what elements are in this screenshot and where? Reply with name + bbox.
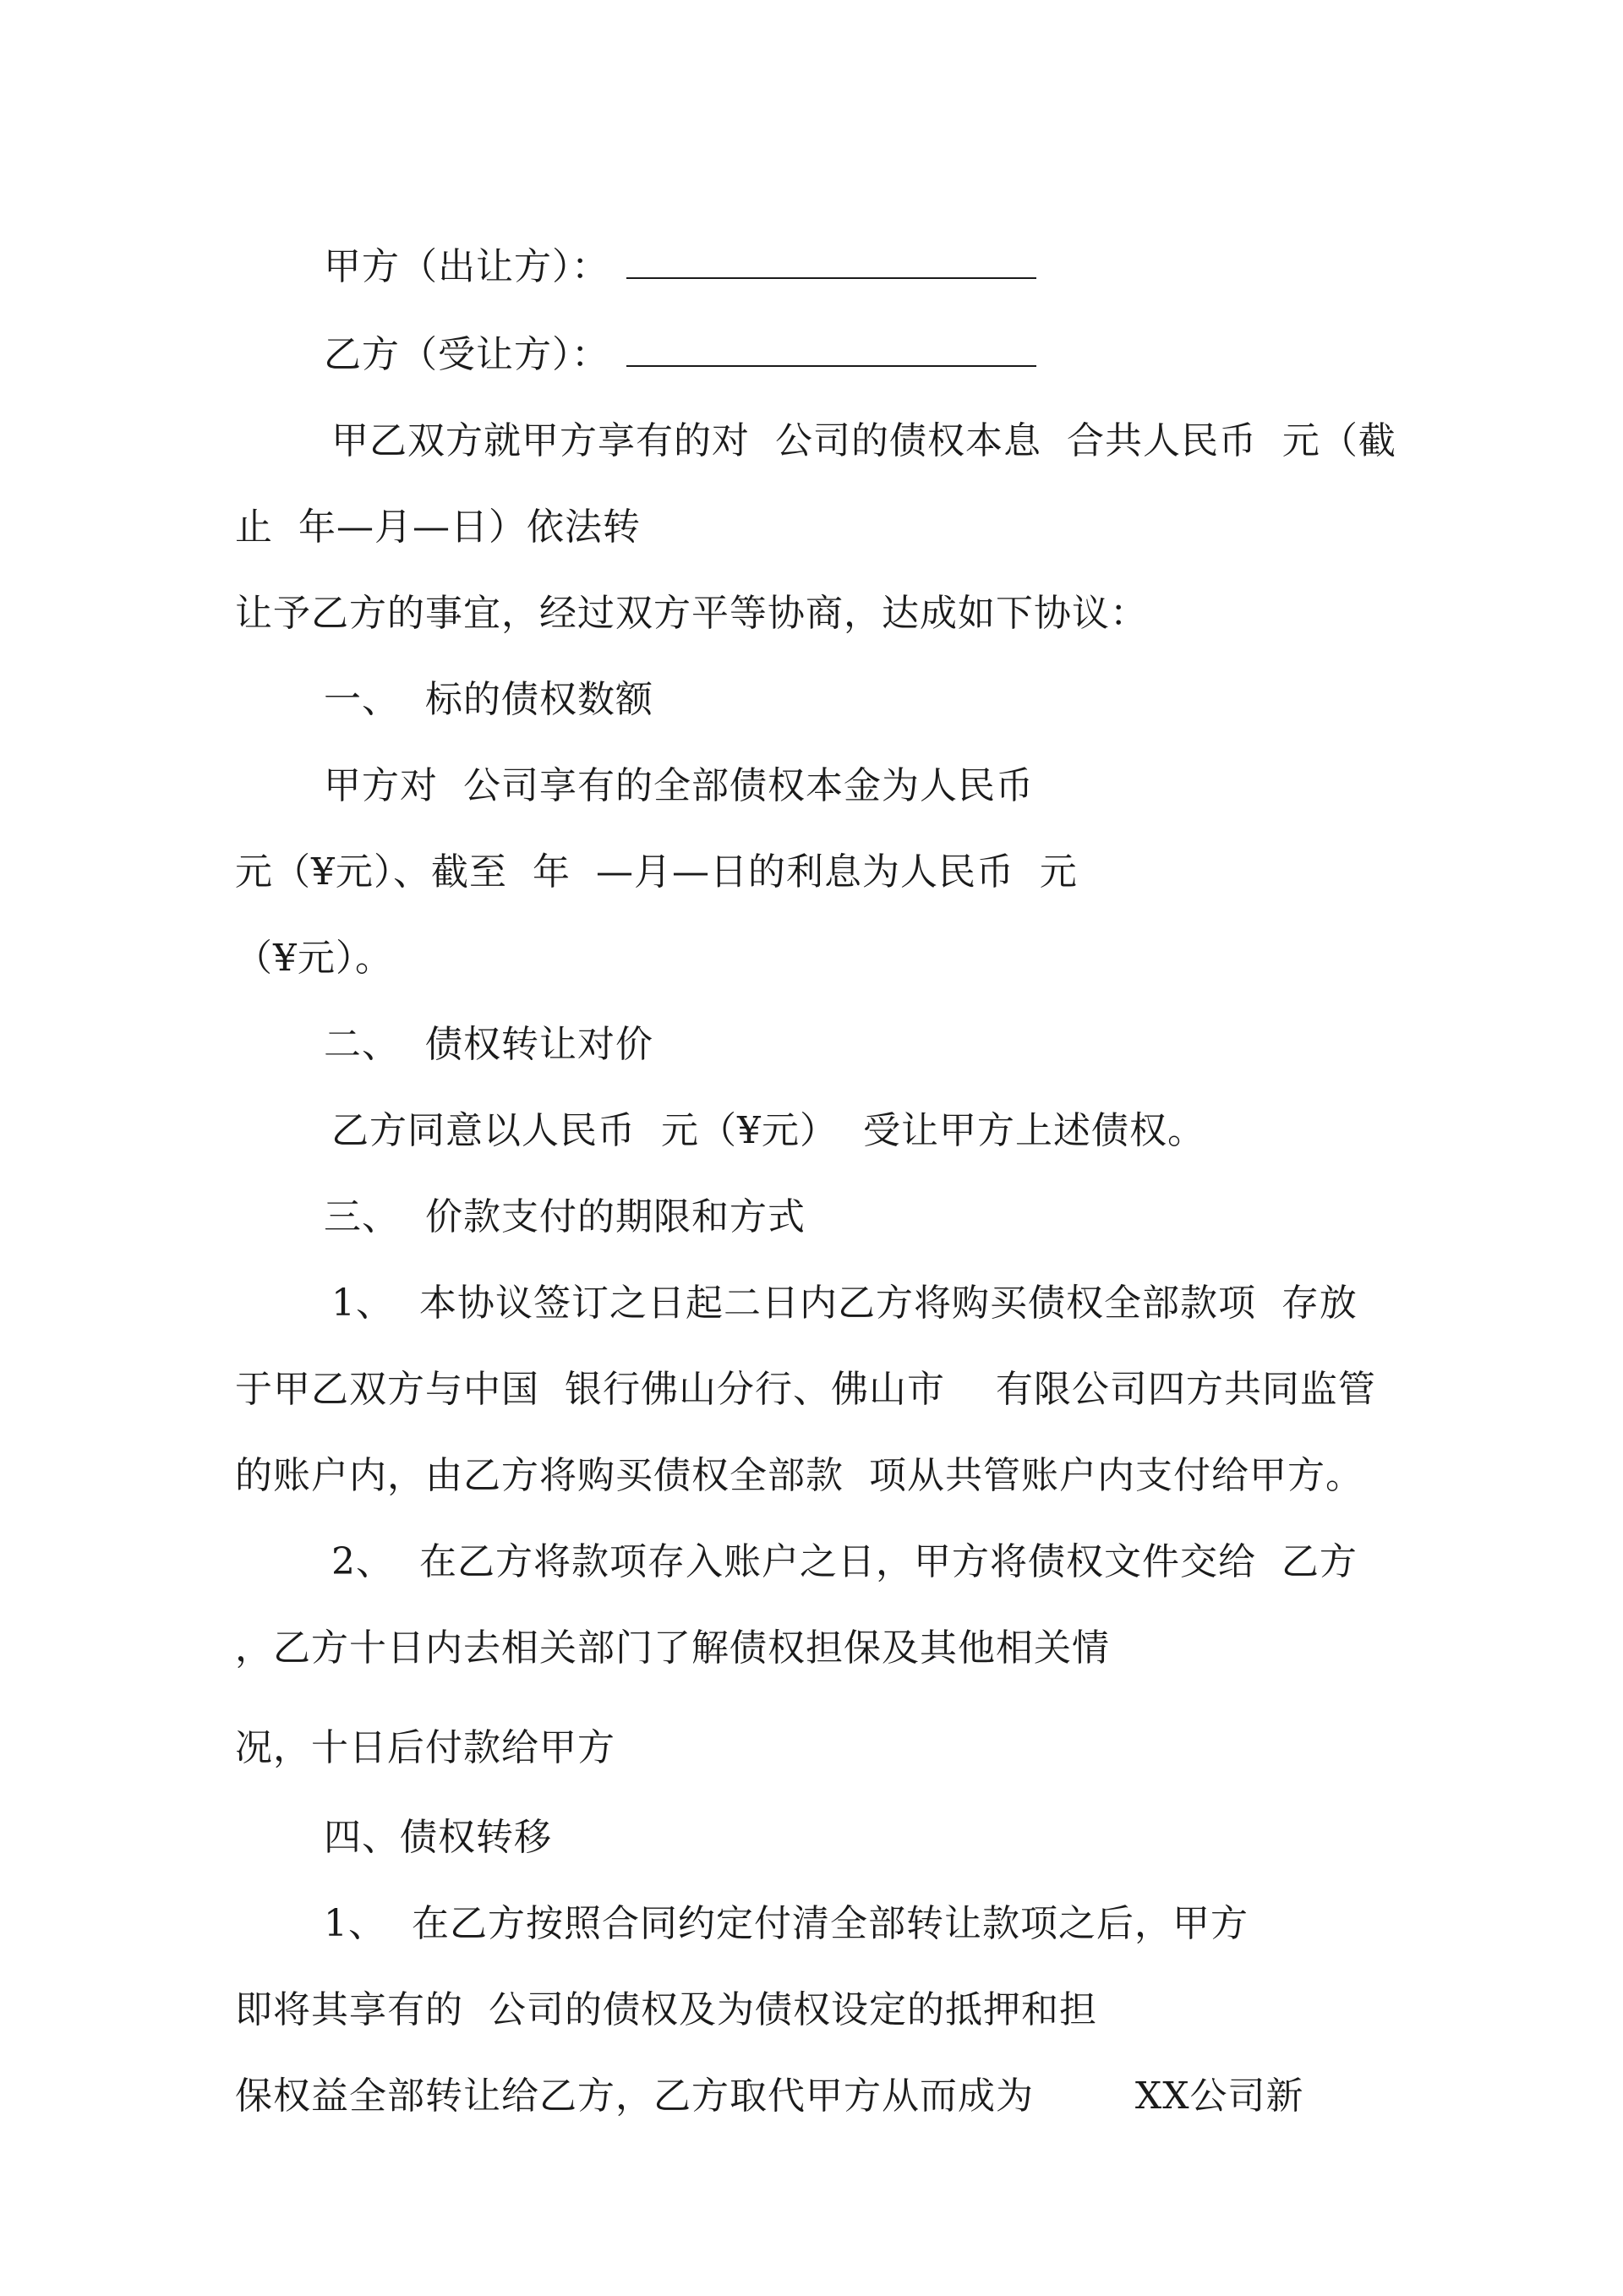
section-1-line-1: 甲方对 公司享有的全部债权本金为人民币 xyxy=(324,764,1034,807)
section-2-heading: 二、 债权转让对价 xyxy=(324,1023,653,1066)
section-3-item-2-line-3: 况，十日后付款给甲方 xyxy=(235,1726,615,1769)
party-b-row xyxy=(324,331,1036,379)
section-3-item-1-line-1: 1、 本协议签订之日起二日内乙方将购买债权全部款项 存放 xyxy=(331,1282,1358,1325)
section-4-heading: 四、债权转移 xyxy=(324,1816,552,1859)
section-1-heading: 一、 标的债权数额 xyxy=(324,678,653,721)
section-3-item-1-line-2: 于甲乙双方与中国 银行佛山分行、佛山市 有限公司四方共同监管 xyxy=(235,1368,1376,1411)
party-a-label: 甲方（出让方）： xyxy=(324,245,609,288)
intro-line-2: 止 年—月—日）依法转 xyxy=(235,506,641,549)
party-a-row xyxy=(324,243,1036,291)
section-3-item-1-line-3: 的账户内，由乙方将购买债权全部款 项从共管账户内支付给甲方。 xyxy=(235,1454,1363,1497)
party-b-blank xyxy=(626,331,1036,367)
section-4-item-1-line-1: 1、 在乙方按照合同约定付清全部转让款项之后，甲方 xyxy=(324,1902,1249,1945)
section-3-heading: 三、 价款支付的期限和方式 xyxy=(324,1195,806,1238)
intro-line-1: 甲乙双方就甲方享有的对 公司的债权本息 合共人民币 元（截 xyxy=(331,419,1396,462)
section-1-line-3: （¥元）。 xyxy=(235,937,393,980)
section-4-item-1-line-3: 保权益全部转让给乙方，乙方取代甲方从而成为 XX公司新 xyxy=(235,2075,1304,2118)
section-3-item-2-line-1: 2、 在乙方将款项存入账户之日，甲方将债权文件交给 乙方 xyxy=(331,1540,1358,1583)
party-b-label: 乙方（受让方）： xyxy=(324,333,609,376)
section-2-line-1: 乙方同意以人民币 元（¥元） 受让甲方上述债权。 xyxy=(331,1109,1205,1152)
section-4-item-1-line-2: 即将其享有的 公司的债权及为债权设定的抵押和担 xyxy=(235,1988,1097,2031)
party-a-blank xyxy=(626,243,1036,279)
intro-line-3: 让予乙方的事宜，经过双方平等协商，达成如下协议： xyxy=(235,592,1148,635)
section-3-item-2-line-2: ，乙方十日内去相关部门了解债权担保及其他相关情 xyxy=(235,1626,1110,1670)
section-1-line-2: 元（¥元）、截至 年 —月—日的利息为人民币 元 xyxy=(235,850,1078,894)
